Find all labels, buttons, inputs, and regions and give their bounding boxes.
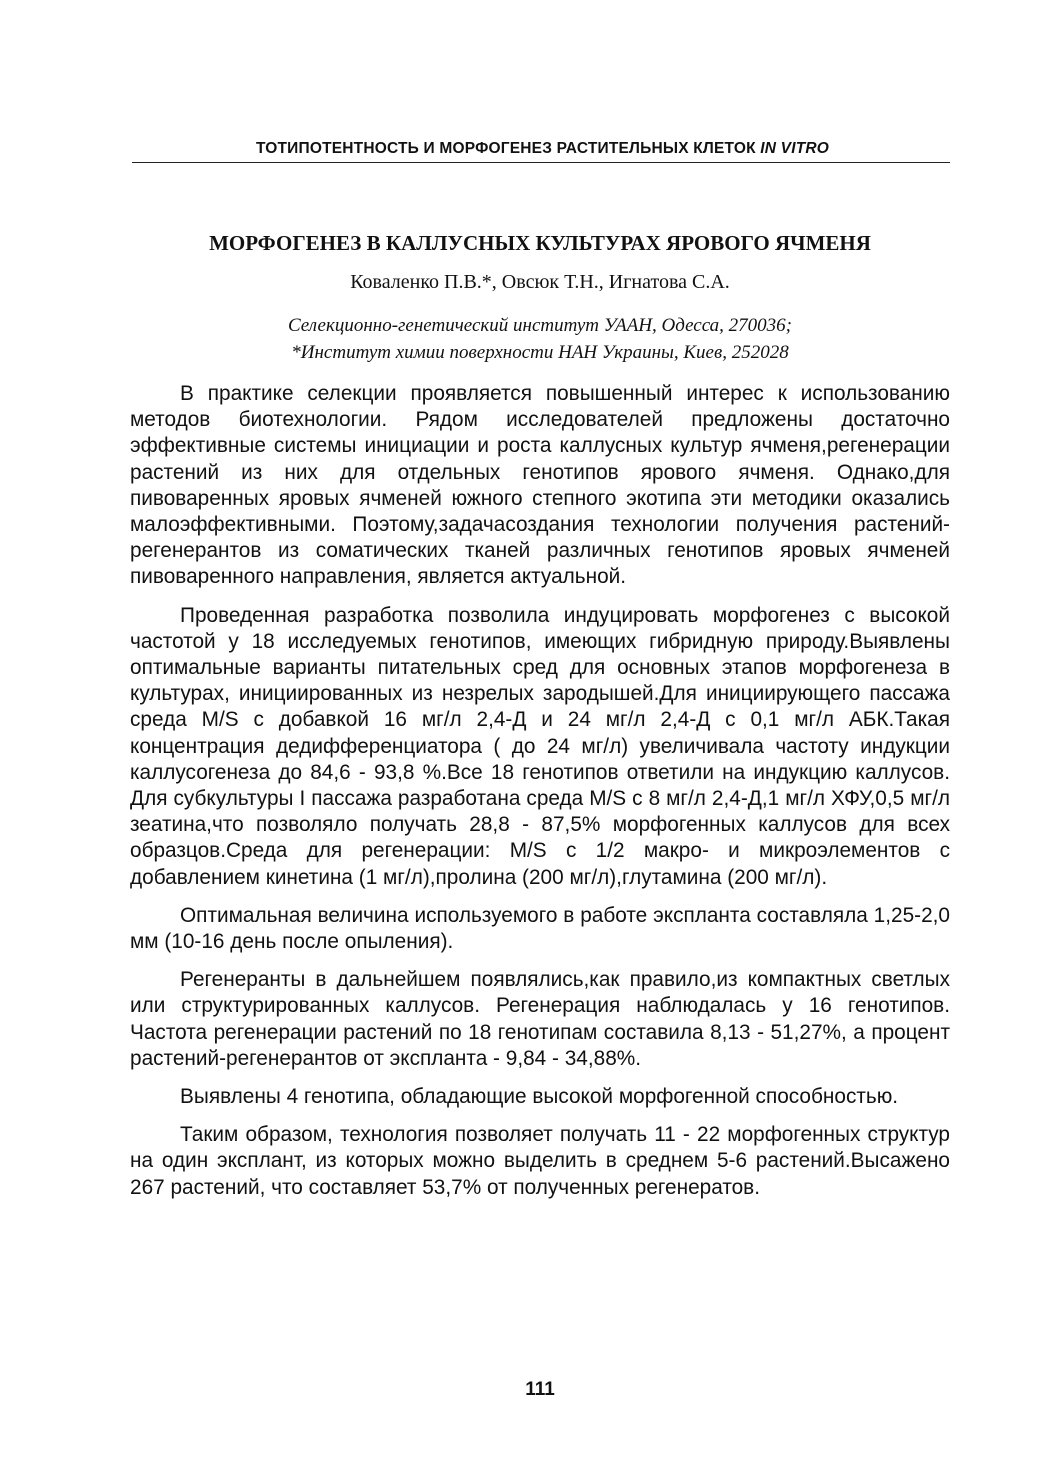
header-divider	[132, 162, 950, 163]
body-paragraph: Таким образом, технология позволяет получать 11 - 22 морфогенных структур на один эксплант, из которых можно выделить в среднем 5-6 растений.Высажено 267 растений, что составляет 53,7% от полученных регенератов.	[130, 1123, 950, 1199]
body-paragraph: Оптимальная величина используемого в работе экспланта составляла 1,25-2,0 мм (10-16 день после опыления).	[130, 903, 950, 954]
body-paragraph: Выявлены 4 генотипа, обладающие высокой морфогенной способностью.	[180, 1085, 899, 1109]
body-paragraph: Регенеранты в дальнейшем появлялись,как правило,из компактных светлых или структурированных каллусов. Регенерация наблюдалась у 16 генотипов. Частота регенерации растений по 18 генотипам составила 8,13 - 51,27%, а процент растений-регенерантов от экспланта - 9,84 - 34,88%.	[130, 968, 950, 1070]
body-paragraph: Проведенная разработка позволила индуцировать морфогенез с высокой частотой у 18 исследуемых генотипов, имеющих гибридную природу.Выявлены оптимальные варианты питательных сред для основных этапов морфогенеза в культурах, инициированных из незрелых зародышей.Для инициирующего пассажа среда M/S с добавкой 16 мг/л 2,4-Д и 24 мг/л 2,4-Д с 0,1 мг/л АБК.Такая концентрация дедифференциатора ( до 24 мг/л) увеличивала частоту индукции каллусогенеза до 84,6 - 93,8 %.Все 18 генотипов ответили на индукцию каллусов. Для субкультуры I пассажа разработана среда M/S с 8 мг/л 2,4-Д,1 мг/л ХФУ,0,5 мг/л зеатина,что позволяло получать 28,8 - 87,5% морфогенных каллусов для всех образцов.Среда для регенерации: M/S с 1/2 макро- и микроэлементов с добавлением кинетина (1 мг/л),пролина (200 мг/л),глутамина (200 мг/л).	[130, 603, 950, 889]
affiliation-1: Селекционно-генетический институт УААН, Одесса, 270036;	[288, 315, 792, 336]
running-header-main: ТОТИПОТЕНТНОСТЬ И МОРФОГЕНЕЗ РАСТИТЕЛЬНЫХ КЛЕТОК	[255, 140, 756, 157]
article-title: МОРФОГЕНЕЗ В КАЛЛУСНЫХ КУЛЬТУРАХ ЯРОВОГО ЯЧМЕНЯ	[209, 231, 871, 255]
article-authors: Коваленко П.В.*, Овсюк Т.Н., Игнатова С.А.	[350, 271, 730, 293]
article-body	[130, 381, 950, 1213]
running-header	[135, 139, 950, 159]
body-paragraph: В практике селекции проявляется повышенный интерес к использованию методов биотехнологии. Рядом исследователей предложены достаточно эффективные системы инициации и роста каллусных культур ячменя,регенерации растений из них для отдельных генотипов ярового ячменя. Однако,для пивоваренных яровых ячменей южного степного экотипа эти методики оказались малоэффективными. Поэтому,задачасоздания технологии получения растений-регенерантов из соматических тканей различных генотипов яровых ячменей пивоваренного направления, является актуальной.	[130, 382, 950, 589]
page-number: 111	[525, 1379, 555, 1400]
affiliation-2: *Институт химии поверхности НАН Украины, Киев, 252028	[291, 342, 789, 363]
running-header-italic: IN VITRO	[760, 140, 830, 157]
